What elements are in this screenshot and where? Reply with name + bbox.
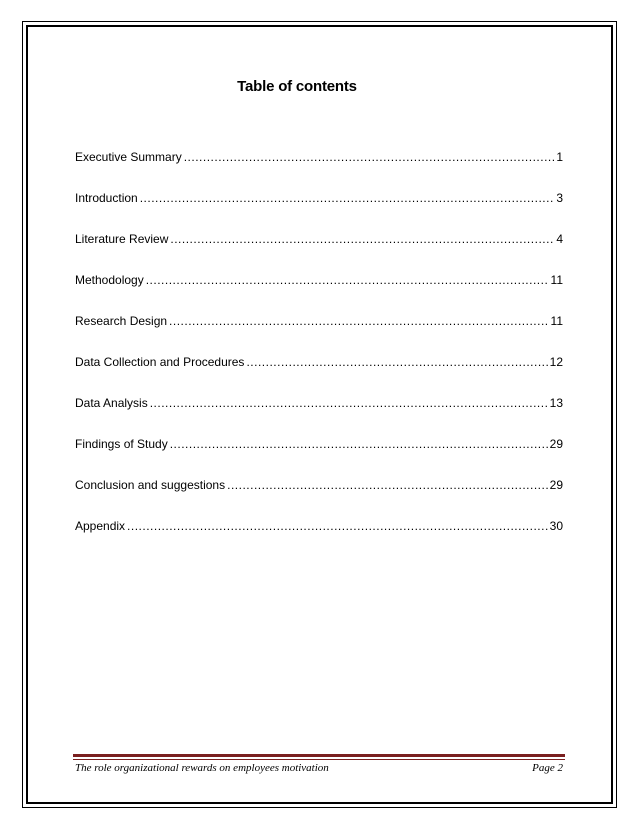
toc-dot-leader xyxy=(246,355,547,369)
toc-entry-page: 29 xyxy=(549,437,563,451)
toc-list xyxy=(75,150,563,560)
toc-entry-page: 30 xyxy=(549,519,563,533)
toc-entry-label: Methodology xyxy=(75,273,144,287)
toc-entry-page: 3 xyxy=(556,191,563,205)
footer-rule-thick xyxy=(73,754,565,757)
toc-entry-page: 4 xyxy=(556,232,563,246)
footer-document-title: The role organizational rewards on employees motivation xyxy=(75,762,329,774)
toc-entry[interactable] xyxy=(75,314,563,355)
toc-entry-page: 11 xyxy=(550,314,563,328)
toc-entry[interactable] xyxy=(75,355,563,396)
toc-entry[interactable] xyxy=(75,519,563,560)
toc-entry[interactable] xyxy=(75,232,563,273)
toc-entry[interactable] xyxy=(75,273,563,314)
footer-rule-thin xyxy=(73,759,565,760)
toc-entry-label: Data Analysis xyxy=(75,396,148,410)
toc-entry[interactable] xyxy=(75,478,563,519)
toc-entry-page: 13 xyxy=(549,396,563,410)
toc-dot-leader xyxy=(140,191,555,205)
footer-page-number: Page 2 xyxy=(532,762,563,774)
toc-entry-page: 29 xyxy=(549,478,563,492)
toc-entry-label: Appendix xyxy=(75,519,126,533)
toc-entry-label: Conclusion and suggestions xyxy=(75,478,226,492)
toc-entry-label: Executive Summary xyxy=(75,150,182,164)
toc-dot-leader xyxy=(227,478,548,492)
toc-dot-leader xyxy=(146,273,549,287)
toc-entry[interactable] xyxy=(75,396,563,437)
toc-entry-label: Research Design xyxy=(75,314,168,328)
toc-dot-leader xyxy=(150,396,548,410)
toc-entry[interactable] xyxy=(75,437,563,478)
toc-entry-label: Introduction xyxy=(75,191,138,205)
toc-title: Table of contents xyxy=(237,78,357,95)
toc-entry-label: Literature Review xyxy=(75,232,169,246)
toc-entry-page: 11 xyxy=(550,273,563,287)
toc-entry-label: Findings of Study xyxy=(75,437,168,451)
toc-dot-leader xyxy=(169,314,548,328)
toc-dot-leader xyxy=(170,437,548,451)
toc-entry[interactable] xyxy=(75,150,563,191)
toc-dot-leader xyxy=(170,232,554,246)
toc-dot-leader xyxy=(184,150,555,164)
toc-dot-leader xyxy=(127,519,548,533)
toc-entry-page: 1 xyxy=(556,150,563,164)
toc-entry-page: 12 xyxy=(549,355,563,369)
toc-entry-label: Data Collection and Procedures xyxy=(75,355,245,369)
toc-entry[interactable] xyxy=(75,191,563,232)
